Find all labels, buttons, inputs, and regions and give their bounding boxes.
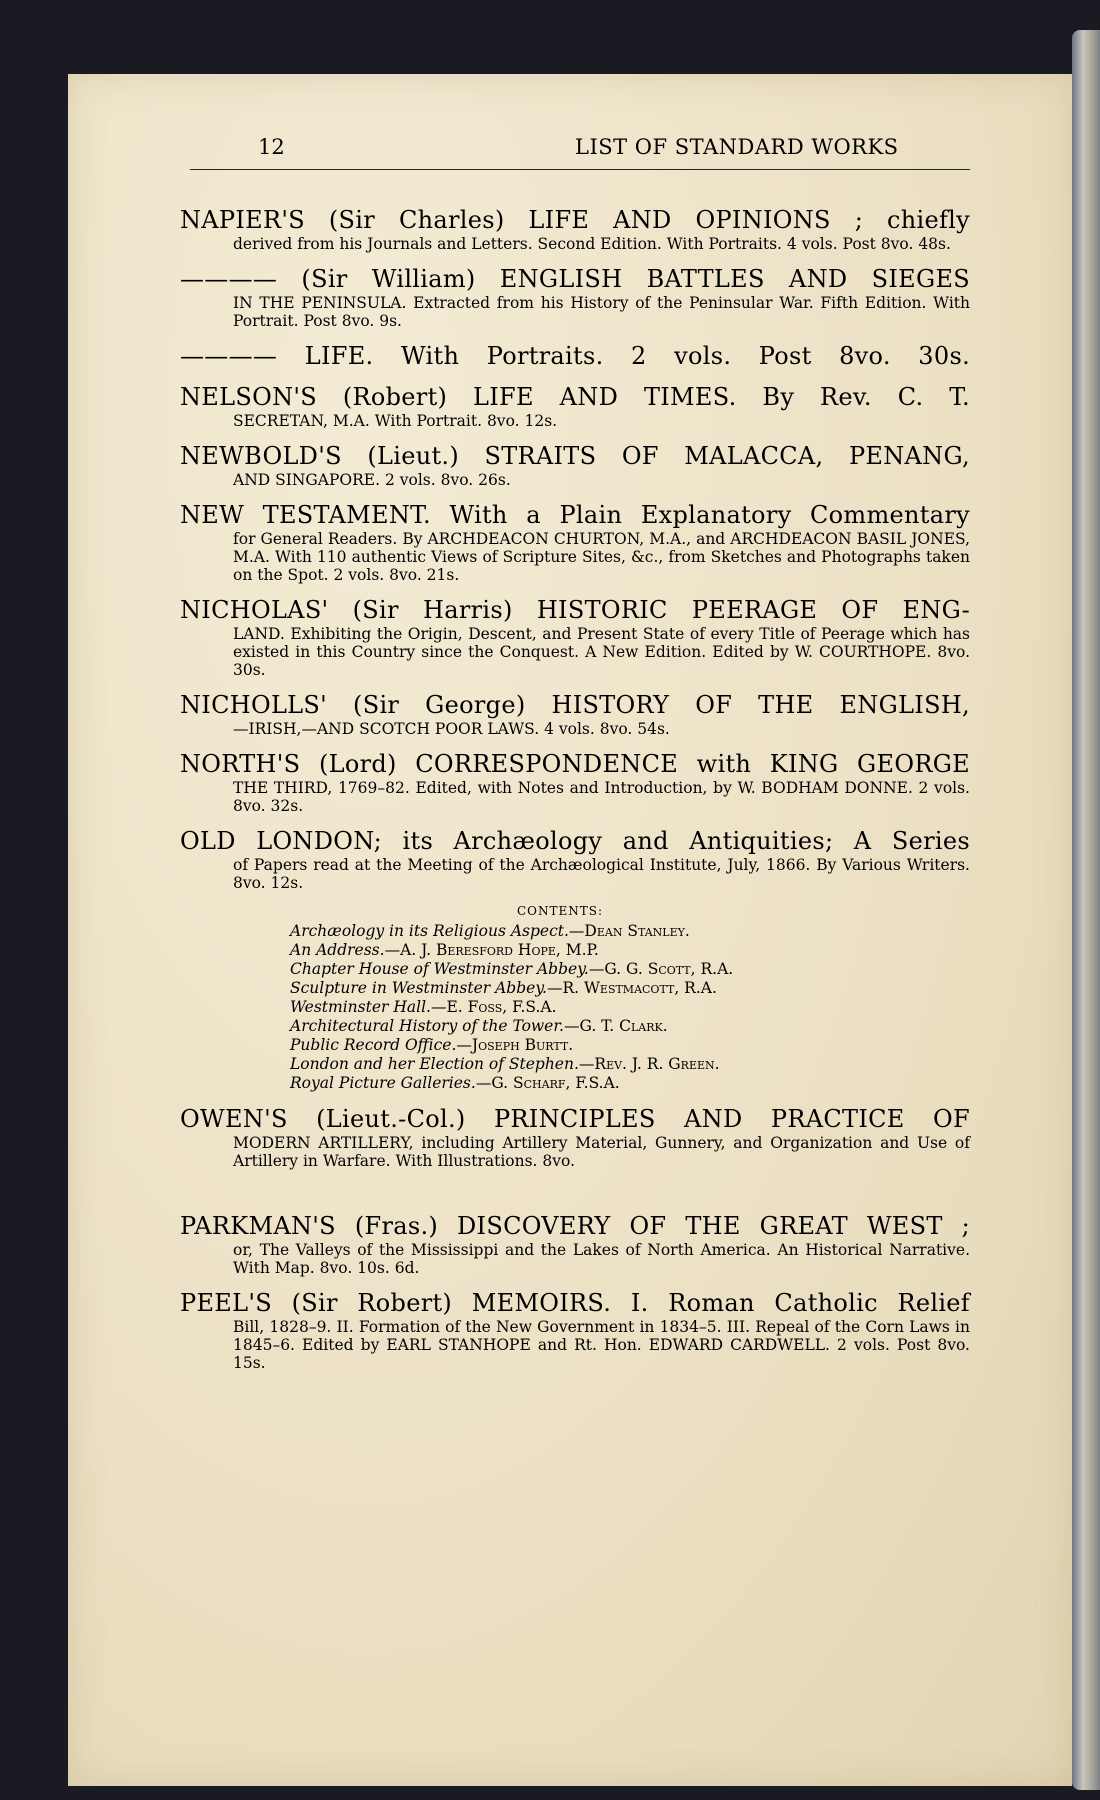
contents-item-author: —G. G. Scott, R.A.: [588, 960, 734, 978]
contents-item: [290, 1074, 970, 1093]
entry-body: AND SINGAPORE. 2 vols. 8vo. 26s.: [233, 471, 511, 489]
contents-item-author: —G. T. Clark.: [563, 1017, 668, 1035]
contents-item: [290, 1017, 970, 1036]
contents-item-author: —A. J. Beresford Hope, M.P.: [384, 941, 599, 959]
entry-body: of Papers read at the Meeting of the Archæological Institute, July, 1866. By Various Writers. 8vo. 12s.: [233, 856, 970, 892]
contents-item-author: —G. Scharf, F.S.A.: [475, 1074, 620, 1092]
contents-item-title: Chapter House of Westminster Abbey.: [290, 960, 589, 978]
contents-item-author: —Dean Stanley.: [568, 922, 690, 940]
running-title: LIST OF STANDARD WORKS: [575, 135, 899, 159]
entry-body: Bill, 1828–9. II. Formation of the New Government in 1834–5. III. Repeal of the Corn Laws in 1845–6. Edited by EARL STANHOPE and Rt. Hon. EDWARD CARDWELL. 2 vols. Post 8vo. 15s.: [233, 1318, 970, 1372]
entry-heading: NORTH'S (Lord) CORRESPONDENCE with KING GEORGE: [180, 750, 970, 778]
catalog-entry: [180, 749, 970, 815]
catalog-entry: [180, 441, 970, 489]
catalog-entry: [180, 382, 970, 430]
book-edge: [1072, 30, 1100, 1790]
contents-item: [290, 1036, 970, 1055]
entry-heading: NELSON'S (Robert) LIFE AND TIMES. By Rev. C. T.: [180, 383, 970, 411]
contents-item: [290, 979, 970, 998]
contents-item-title: Sculpture in Westminster Abbey.: [290, 979, 547, 997]
entry-body: LAND. Exhibiting the Origin, Descent, and Present State of every Title of Peerage which has existed in this Country since the Conquest. A New Edition. Edited by W. COURTHOPE. 8vo. 30s.: [233, 625, 970, 679]
contents-item: [290, 922, 970, 941]
catalog-entry: [180, 205, 970, 253]
entry-body: THE THIRD, 1769–82. Edited, with Notes and Introduction, by W. BODHAM DONNE. 2 vols. 8vo. 32s.: [233, 779, 970, 815]
catalog-entry: [180, 341, 970, 371]
contents-item-author: —Joseph Burtt.: [456, 1036, 574, 1054]
entry-body: IN THE PENINSULA. Extracted from his History of the Peninsular War. Fifth Edition. With Portrait. Post 8vo. 9s.: [233, 294, 970, 330]
contents-item-title: An Address.: [290, 941, 385, 959]
catalog-entry: [180, 595, 970, 679]
entry-heading: PARKMAN'S (Fras.) DISCOVERY OF THE GREAT WEST ;: [180, 1212, 970, 1240]
running-header: [190, 135, 970, 170]
contents-item: [290, 941, 970, 960]
page-number: 12: [258, 135, 285, 159]
contents-list: [290, 922, 970, 1093]
contents-item-title: Westminster Hall.: [290, 998, 431, 1016]
catalog-entry: [180, 1288, 970, 1372]
contents-item-title: London and her Election of Stephen.: [290, 1055, 579, 1073]
entry-heading: ———— (Sir William) ENGLISH BATTLES AND SIEGES: [180, 265, 970, 293]
contents-title: CONTENTS:: [516, 904, 604, 918]
entry-body: for General Readers. By ARCHDEACON CHURTON, M.A., and ARCHDEACON BASIL JONES, M.A. With 110 authentic Views of Scripture Sites, &c., from Sketches and Photographs taken on the Spot. 2 vols. 8vo. 21s.: [233, 530, 970, 584]
page-content: [180, 205, 970, 1383]
entry-heading: NEWBOLD'S (Lieut.) STRAITS OF MALACCA, PENANG,: [180, 442, 970, 470]
contents-item-title: Archæology in its Religious Aspect.: [290, 922, 569, 940]
entry-heading: NEW TESTAMENT. With a Plain Explanatory Commentary: [180, 501, 970, 529]
catalog-entry: [180, 1104, 970, 1170]
contents-item: [290, 998, 970, 1017]
entry-body: —IRISH,—AND SCOTCH POOR LAWS. 4 vols. 8vo. 54s.: [233, 720, 670, 738]
vertical-gap: [180, 1181, 970, 1211]
contents-item-title: Public Record Office.: [290, 1036, 457, 1054]
entry-heading: PEEL'S (Sir Robert) MEMOIRS. I. Roman Catholic Relief: [180, 1289, 970, 1317]
contents-item-title: Architectural History of the Tower.: [290, 1017, 564, 1035]
entry-heading: OWEN'S (Lieut.-Col.) PRINCIPLES AND PRACTICE OF: [180, 1105, 970, 1133]
entry-body: SECRETAN, M.A. With Portrait. 8vo. 12s.: [233, 412, 558, 430]
contents-item-author: —E. Foss, F.S.A.: [430, 998, 557, 1016]
entry-heading: NAPIER'S (Sir Charles) LIFE AND OPINIONS ; chiefly: [180, 206, 970, 234]
catalog-entry: [180, 264, 970, 330]
entry-heading: NICHOLAS' (Sir Harris) HISTORIC PEERAGE OF ENG-: [180, 596, 970, 624]
catalog-entry: [180, 1211, 970, 1277]
contents-item: [290, 960, 970, 979]
entry-body: or, The Valleys of the Mississippi and the Lakes of North America. An Historical Narrative. With Map. 8vo. 10s. 6d.: [233, 1241, 970, 1277]
contents-item-author: —Rev. J. R. Green.: [578, 1055, 720, 1073]
contents-item: [290, 1055, 970, 1074]
entry-body: MODERN ARTILLERY, including Artillery Material, Gunnery, and Organization and Use of Artillery in Warfare. With Illustrations. 8vo.: [233, 1134, 970, 1170]
catalog-entry: [180, 690, 970, 738]
contents-item-title: Royal Picture Galleries.: [290, 1074, 476, 1092]
entry-heading: NICHOLLS' (Sir George) HISTORY OF THE ENGLISH,: [180, 691, 970, 719]
catalog-entry: [180, 826, 970, 1093]
entry-heading: ———— LIFE. With Portraits. 2 vols. Post 8vo. 30s.: [180, 342, 970, 370]
entry-heading: OLD LONDON; its Archæology and Antiquities; A Series: [180, 827, 970, 855]
contents-item-author: —R. Westmacott, R.A.: [546, 979, 717, 997]
catalog-entry: [180, 500, 970, 584]
entry-body: derived from his Journals and Letters. Second Edition. With Portraits. 4 vols. Post 8vo. 48s.: [233, 235, 951, 253]
